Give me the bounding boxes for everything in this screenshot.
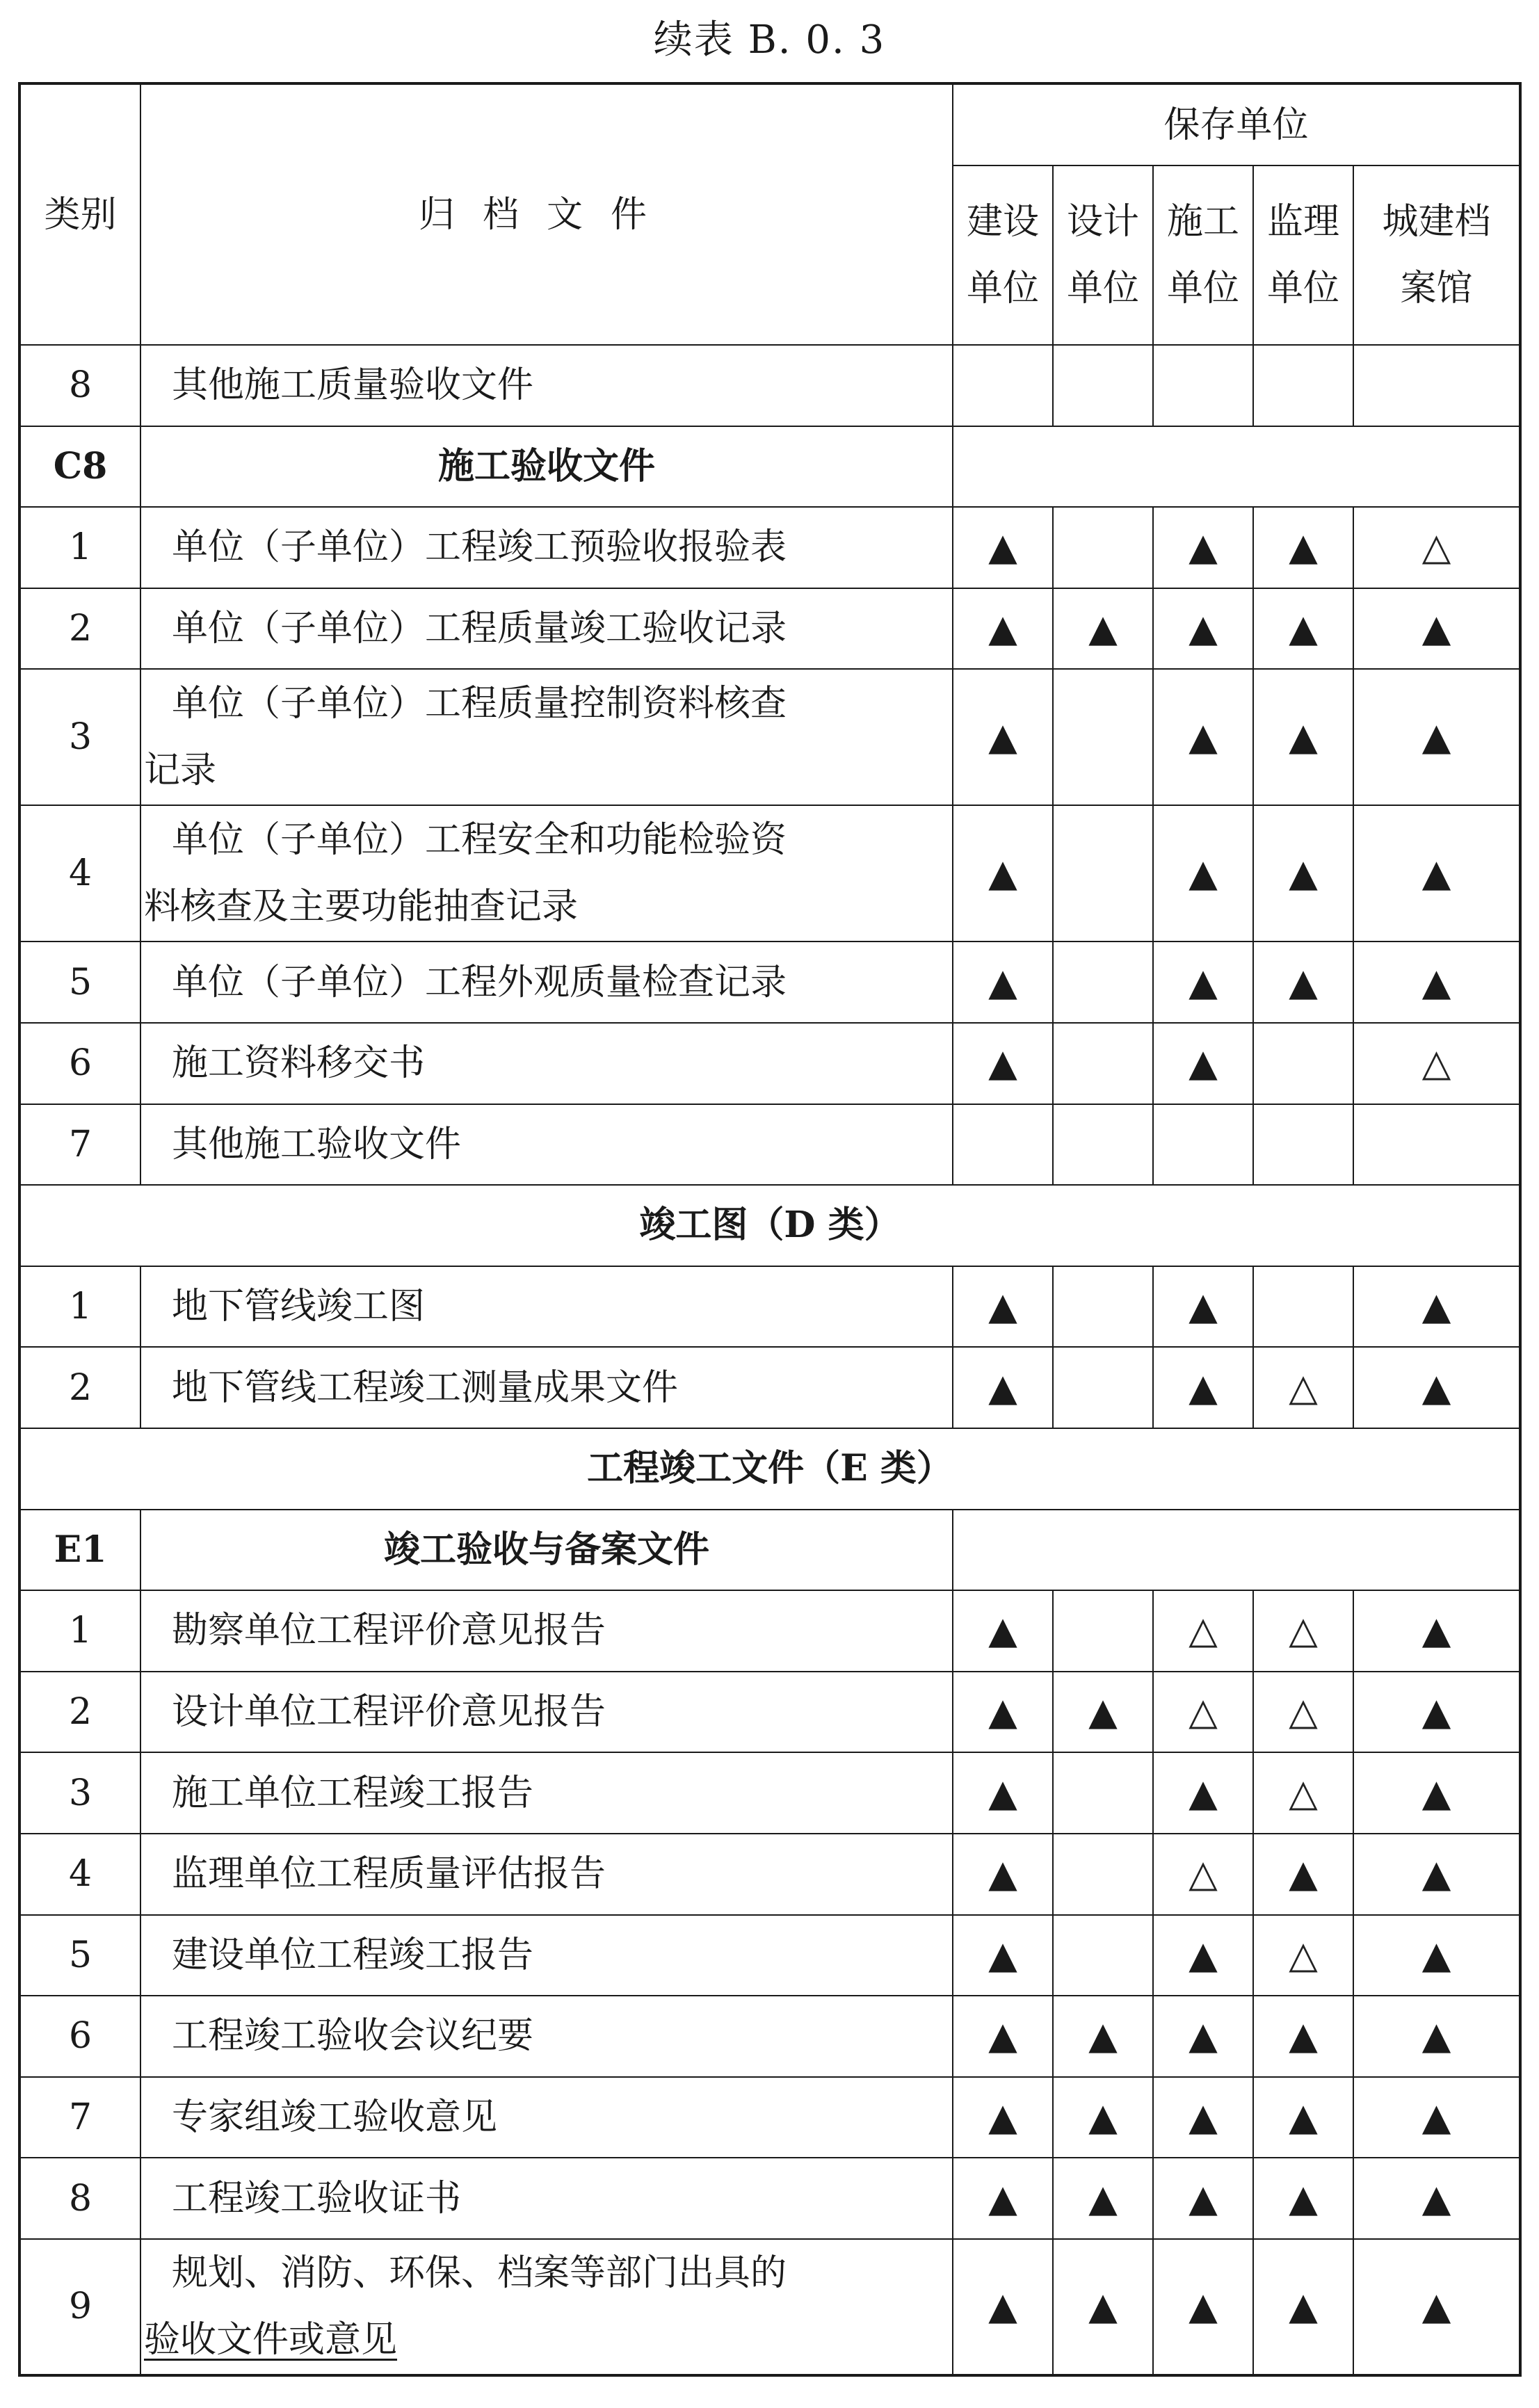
table-row bbox=[19, 805, 1520, 942]
mark-design bbox=[1053, 942, 1153, 1023]
mark-design bbox=[1053, 1834, 1153, 1915]
row-number: 2 bbox=[19, 588, 140, 670]
row-number: 6 bbox=[19, 1023, 140, 1104]
document-name: 地下管线竣工图 bbox=[140, 1266, 953, 1348]
mark-contractor: ▲ bbox=[1153, 1996, 1253, 2077]
document-name: 单位（子单位）工程质量竣工验收记录 bbox=[140, 588, 953, 670]
mark-urban-archives: ▲ bbox=[1353, 1915, 1520, 1996]
mark-urban-archives: ▲ bbox=[1353, 1590, 1520, 1672]
mark-supervision: ▲ bbox=[1253, 507, 1353, 588]
mark-contractor: ▲ bbox=[1153, 2158, 1253, 2239]
subcategory-row bbox=[19, 1510, 1520, 1591]
mark-urban-archives: ▲ bbox=[1353, 1996, 1520, 2077]
mark-design bbox=[1053, 1752, 1153, 1834]
table-row bbox=[19, 942, 1520, 1023]
row-number: 7 bbox=[19, 1104, 140, 1186]
section-row bbox=[19, 1428, 1520, 1510]
mark-contractor: ▲ bbox=[1153, 1347, 1253, 1428]
row-number: 4 bbox=[19, 805, 140, 942]
row-number: 4 bbox=[19, 1834, 140, 1915]
document-name: 单位（子单位）工程竣工预验收报验表 bbox=[140, 507, 953, 588]
mark-construction: ▲ bbox=[953, 805, 1053, 942]
mark-construction bbox=[953, 1104, 1053, 1186]
header-unit-urban-archives: 城建档 案馆 bbox=[1353, 165, 1520, 345]
table-row bbox=[19, 1834, 1520, 1915]
mark-supervision: △ bbox=[1253, 1672, 1353, 1753]
mark-construction: ▲ bbox=[953, 1347, 1053, 1428]
subcategory-code: C8 bbox=[19, 426, 140, 508]
header-storage-group: 保存单位 bbox=[953, 83, 1520, 165]
mark-urban-archives: ▲ bbox=[1353, 1347, 1520, 1428]
document-name-line2: 记录 bbox=[144, 750, 217, 792]
header-document: 归档文件 bbox=[140, 83, 953, 345]
mark-supervision: △ bbox=[1253, 1590, 1353, 1672]
mark-construction: ▲ bbox=[953, 1672, 1053, 1753]
mark-supervision: △ bbox=[1253, 1347, 1353, 1428]
mark-supervision bbox=[1253, 345, 1353, 426]
subcategory-title: 竣工验收与备案文件 bbox=[140, 1510, 953, 1591]
mark-urban-archives: ▲ bbox=[1353, 2077, 1520, 2158]
table-row bbox=[19, 1996, 1520, 2077]
table-row bbox=[19, 1104, 1520, 1186]
mark-construction: ▲ bbox=[953, 2158, 1053, 2239]
archive-table bbox=[18, 82, 1522, 2377]
mark-urban-archives: ▲ bbox=[1353, 942, 1520, 1023]
document-name: 专家组竣工验收意见 bbox=[140, 2077, 953, 2158]
mark-design: ▲ bbox=[1053, 2158, 1153, 2239]
table-caption: 续表 B. 0. 3 bbox=[653, 17, 886, 63]
header-unit-supervision: 监理 单位 bbox=[1253, 165, 1353, 345]
document-name bbox=[140, 805, 953, 942]
mark-design bbox=[1053, 1104, 1153, 1186]
mark-urban-archives bbox=[1353, 345, 1520, 426]
mark-supervision: ▲ bbox=[1253, 588, 1353, 670]
section-row bbox=[19, 1185, 1520, 1266]
mark-design bbox=[1053, 1590, 1153, 1672]
mark-design: ▲ bbox=[1053, 2077, 1153, 2158]
row-number: 2 bbox=[19, 1672, 140, 1753]
row-number: 9 bbox=[19, 2239, 140, 2375]
table-body bbox=[19, 83, 1520, 2375]
row-number: 6 bbox=[19, 1996, 140, 2077]
section-title: 工程竣工文件（E 类） bbox=[19, 1428, 1520, 1510]
table-row bbox=[19, 1347, 1520, 1428]
mark-contractor: ▲ bbox=[1153, 1752, 1253, 1834]
document-name: 其他施工验收文件 bbox=[140, 1104, 953, 1186]
subcategory-blank bbox=[953, 426, 1520, 508]
mark-urban-archives bbox=[1353, 1104, 1520, 1186]
table-row bbox=[19, 1752, 1520, 1834]
document-name-line2: 验收文件或意见 bbox=[144, 2319, 398, 2361]
mark-supervision: ▲ bbox=[1253, 1996, 1353, 2077]
row-number: 8 bbox=[19, 2158, 140, 2239]
table-row bbox=[19, 1590, 1520, 1672]
row-number: 3 bbox=[19, 669, 140, 805]
mark-supervision: ▲ bbox=[1253, 2239, 1353, 2375]
mark-supervision: ▲ bbox=[1253, 669, 1353, 805]
mark-construction: ▲ bbox=[953, 669, 1053, 805]
mark-construction: ▲ bbox=[953, 942, 1053, 1023]
mark-construction: ▲ bbox=[953, 1834, 1053, 1915]
header-unit-construction: 建设 单位 bbox=[953, 165, 1053, 345]
row-number: 7 bbox=[19, 2077, 140, 2158]
document-name: 单位（子单位）工程外观质量检查记录 bbox=[140, 942, 953, 1023]
subcategory-blank bbox=[953, 1510, 1520, 1591]
row-number: 1 bbox=[19, 507, 140, 588]
mark-design bbox=[1053, 1023, 1153, 1104]
mark-contractor: ▲ bbox=[1153, 1266, 1253, 1348]
mark-contractor bbox=[1153, 1104, 1253, 1186]
mark-design: ▲ bbox=[1053, 1672, 1153, 1753]
table-row bbox=[19, 669, 1520, 805]
header-unit-contractor: 施工 单位 bbox=[1153, 165, 1253, 345]
mark-supervision bbox=[1253, 1023, 1353, 1104]
mark-urban-archives: ▲ bbox=[1353, 1266, 1520, 1348]
mark-contractor: ▲ bbox=[1153, 942, 1253, 1023]
mark-urban-archives: ▲ bbox=[1353, 1834, 1520, 1915]
document-name: 勘察单位工程评价意见报告 bbox=[140, 1590, 953, 1672]
mark-contractor: ▲ bbox=[1153, 805, 1253, 942]
document-name-line2: 料核查及主要功能抽查记录 bbox=[144, 886, 579, 928]
mark-supervision: △ bbox=[1253, 1915, 1353, 1996]
table-row bbox=[19, 345, 1520, 426]
mark-urban-archives: ▲ bbox=[1353, 1672, 1520, 1753]
mark-urban-archives: ▲ bbox=[1353, 1752, 1520, 1834]
mark-urban-archives: ▲ bbox=[1353, 2239, 1520, 2375]
header-row bbox=[19, 83, 1520, 165]
mark-supervision: ▲ bbox=[1253, 805, 1353, 942]
mark-contractor: ▲ bbox=[1153, 2239, 1253, 2375]
mark-contractor: ▲ bbox=[1153, 2077, 1253, 2158]
mark-construction bbox=[953, 345, 1053, 426]
document-name: 施工单位工程竣工报告 bbox=[140, 1752, 953, 1834]
mark-design: ▲ bbox=[1053, 1996, 1153, 2077]
mark-construction: ▲ bbox=[953, 1996, 1053, 2077]
mark-supervision bbox=[1253, 1266, 1353, 1348]
mark-design: ▲ bbox=[1053, 2239, 1153, 2375]
mark-design: ▲ bbox=[1053, 588, 1153, 670]
mark-construction: ▲ bbox=[953, 1266, 1053, 1348]
table-row bbox=[19, 2158, 1520, 2239]
mark-contractor: △ bbox=[1153, 1590, 1253, 1672]
mark-urban-archives: ▲ bbox=[1353, 669, 1520, 805]
document-name: 施工资料移交书 bbox=[140, 1023, 953, 1104]
mark-urban-archives: ▲ bbox=[1353, 588, 1520, 670]
mark-contractor: ▲ bbox=[1153, 1915, 1253, 1996]
mark-construction: ▲ bbox=[953, 507, 1053, 588]
document-name: 其他施工质量验收文件 bbox=[140, 345, 953, 426]
mark-urban-archives: ▲ bbox=[1353, 805, 1520, 942]
row-number: 5 bbox=[19, 942, 140, 1023]
mark-design bbox=[1053, 805, 1153, 942]
row-number: 3 bbox=[19, 1752, 140, 1834]
mark-supervision: ▲ bbox=[1253, 2077, 1353, 2158]
mark-supervision bbox=[1253, 1104, 1353, 1186]
mark-contractor: ▲ bbox=[1153, 588, 1253, 670]
subcategory-title: 施工验收文件 bbox=[140, 426, 953, 508]
mark-design bbox=[1053, 1347, 1153, 1428]
table-row bbox=[19, 588, 1520, 670]
mark-construction: ▲ bbox=[953, 1915, 1053, 1996]
header-unit-design: 设计 单位 bbox=[1053, 165, 1153, 345]
document-name: 工程竣工验收证书 bbox=[140, 2158, 953, 2239]
subcategory-row bbox=[19, 426, 1520, 508]
mark-construction: ▲ bbox=[953, 588, 1053, 670]
document-name-line1: 单位（子单位）工程质量控制资料核查 bbox=[172, 683, 787, 725]
mark-design bbox=[1053, 345, 1153, 426]
header-category: 类别 bbox=[19, 83, 140, 345]
table-row bbox=[19, 1266, 1520, 1348]
table-row bbox=[19, 1915, 1520, 1996]
mark-construction: ▲ bbox=[953, 1752, 1053, 1834]
mark-contractor: ▲ bbox=[1153, 669, 1253, 805]
mark-design bbox=[1053, 1915, 1153, 1996]
mark-urban-archives: △ bbox=[1353, 507, 1520, 588]
mark-contractor: ▲ bbox=[1153, 1023, 1253, 1104]
table-row bbox=[19, 507, 1520, 588]
mark-contractor bbox=[1153, 345, 1253, 426]
mark-construction: ▲ bbox=[953, 2077, 1053, 2158]
document-name: 建设单位工程竣工报告 bbox=[140, 1915, 953, 1996]
mark-design bbox=[1053, 669, 1153, 805]
mark-contractor: ▲ bbox=[1153, 507, 1253, 588]
table-row bbox=[19, 1672, 1520, 1753]
document-name: 地下管线工程竣工测量成果文件 bbox=[140, 1347, 953, 1428]
mark-construction: ▲ bbox=[953, 1590, 1053, 1672]
row-number: 8 bbox=[19, 345, 140, 426]
row-number: 2 bbox=[19, 1347, 140, 1428]
mark-construction: ▲ bbox=[953, 1023, 1053, 1104]
mark-design bbox=[1053, 507, 1153, 588]
table-row bbox=[19, 2077, 1520, 2158]
mark-supervision: △ bbox=[1253, 1752, 1353, 1834]
mark-construction: ▲ bbox=[953, 2239, 1053, 2375]
mark-supervision: ▲ bbox=[1253, 942, 1353, 1023]
row-number: 1 bbox=[19, 1590, 140, 1672]
mark-design bbox=[1053, 1266, 1153, 1348]
mark-supervision: ▲ bbox=[1253, 2158, 1353, 2239]
mark-contractor: △ bbox=[1153, 1672, 1253, 1753]
document-name bbox=[140, 2239, 953, 2375]
mark-supervision: ▲ bbox=[1253, 1834, 1353, 1915]
row-number: 1 bbox=[19, 1266, 140, 1348]
document-name-line1: 规划、消防、环保、档案等部门出具的 bbox=[172, 2252, 787, 2295]
row-number: 5 bbox=[19, 1915, 140, 1996]
table-row bbox=[19, 2239, 1520, 2375]
document-name-line1: 单位（子单位）工程安全和功能检验资 bbox=[172, 819, 787, 862]
table-row bbox=[19, 1023, 1520, 1104]
mark-urban-archives: △ bbox=[1353, 1023, 1520, 1104]
section-title: 竣工图（D 类） bbox=[19, 1185, 1520, 1266]
mark-contractor: △ bbox=[1153, 1834, 1253, 1915]
document-name bbox=[140, 669, 953, 805]
document-name: 工程竣工验收会议纪要 bbox=[140, 1996, 953, 2077]
document-name: 设计单位工程评价意见报告 bbox=[140, 1672, 953, 1753]
mark-urban-archives: ▲ bbox=[1353, 2158, 1520, 2239]
subcategory-code: E1 bbox=[19, 1510, 140, 1591]
document-name: 监理单位工程质量评估报告 bbox=[140, 1834, 953, 1915]
